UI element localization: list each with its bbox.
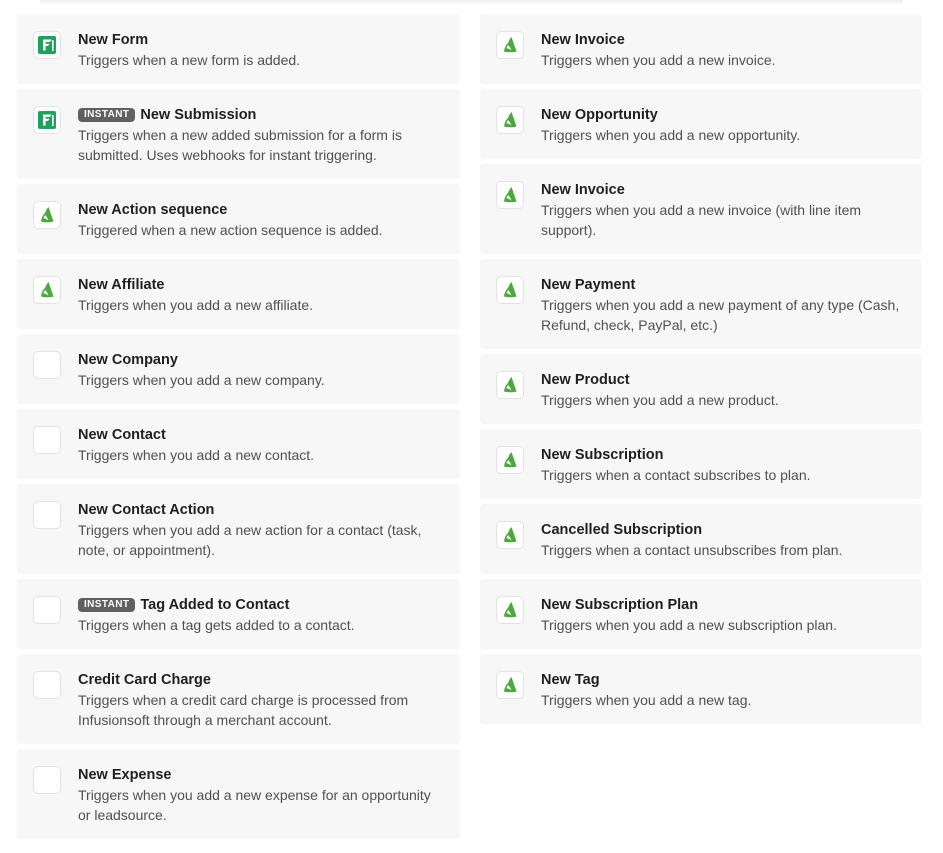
form-app-icon (33, 106, 61, 134)
trigger-title: New Action sequence (78, 202, 228, 218)
trigger-title: New Invoice (541, 32, 625, 48)
blank-app-icon (33, 426, 61, 454)
trigger-description: Triggers when you add a new company. (78, 372, 325, 388)
instant-badge: INSTANT (78, 598, 135, 612)
trigger-title-row (78, 595, 444, 615)
trigger-description: Triggers when you add a new payment of any type (Cash, Refund, check, PayPal, etc.) (541, 297, 900, 333)
keap-leaf-icon (496, 671, 524, 699)
trigger-title: New Expense (78, 767, 172, 783)
trigger-card[interactable] (17, 484, 460, 574)
trigger-card[interactable] (17, 334, 460, 404)
blank-app-icon (33, 501, 61, 529)
trigger-description: Triggers when a tag gets added to a contact. (78, 617, 355, 633)
trigger-description: Triggers when a contact unsubscribes from plan. (541, 542, 843, 558)
trigger-title-row (541, 275, 906, 295)
trigger-title: New Subscription (541, 447, 664, 463)
trigger-title: Tag Added to Contact (140, 597, 290, 613)
trigger-list-right (480, 14, 922, 729)
trigger-title: New Form (78, 32, 149, 48)
trigger-card[interactable] (480, 504, 922, 574)
instant-badge: INSTANT (78, 108, 135, 122)
keap-leaf-icon (496, 276, 524, 304)
trigger-title-row (541, 180, 906, 200)
trigger-title: New Submission (140, 107, 257, 123)
blank-app-icon (33, 596, 61, 624)
trigger-description: Triggers when you add a new expense for an opportunity or leadsource. (78, 787, 431, 823)
trigger-description: Triggers when you add a new affiliate. (78, 297, 314, 313)
form-app-icon (33, 31, 61, 59)
trigger-title: New Affiliate (78, 277, 165, 293)
trigger-card[interactable] (480, 654, 922, 724)
trigger-card[interactable] (17, 579, 460, 649)
trigger-card[interactable] (17, 749, 460, 839)
trigger-card[interactable] (17, 14, 460, 84)
trigger-card[interactable] (17, 89, 460, 179)
blank-app-icon (33, 766, 61, 794)
trigger-title: New Invoice (541, 182, 625, 198)
trigger-title: New Opportunity (541, 107, 658, 123)
trigger-title-row (78, 670, 444, 690)
trigger-title-row (78, 765, 444, 785)
trigger-title-row (78, 500, 444, 520)
trigger-description: Triggers when you add a new product. (541, 392, 779, 408)
trigger-title-row (541, 370, 906, 390)
blank-app-icon (33, 671, 61, 699)
trigger-title-row (541, 105, 906, 125)
keap-leaf-icon (33, 201, 61, 229)
trigger-title-row (541, 520, 906, 540)
keap-leaf-icon (496, 521, 524, 549)
trigger-title: New Contact Action (78, 502, 215, 518)
keap-leaf-icon (496, 181, 524, 209)
trigger-title-row (78, 105, 444, 125)
trigger-description: Triggers when you add a new subscription plan. (541, 617, 837, 633)
trigger-description: Triggers when you add a new action for a contact (task, note, or appointment). (78, 522, 422, 558)
trigger-title-row (78, 350, 444, 370)
trigger-title: New Tag (541, 672, 600, 688)
trigger-description: Triggers when a new added submission for a form is submitted. Uses webhooks for instant triggering. (78, 127, 402, 163)
blank-app-icon (33, 351, 61, 379)
trigger-card[interactable] (17, 259, 460, 329)
trigger-title-row (541, 670, 906, 690)
trigger-card[interactable] (17, 654, 460, 744)
trigger-title-row (78, 425, 444, 445)
trigger-card[interactable] (480, 14, 922, 84)
trigger-card[interactable] (480, 354, 922, 424)
trigger-title: Credit Card Charge (78, 672, 211, 688)
trigger-title-row (541, 595, 906, 615)
keap-leaf-icon (496, 31, 524, 59)
trigger-title: New Product (541, 372, 630, 388)
trigger-card[interactable] (480, 164, 922, 254)
trigger-title-row (541, 445, 906, 465)
trigger-description: Triggers when you add a new invoice (with line item support). (541, 202, 862, 238)
trigger-title-row (78, 30, 444, 50)
trigger-card[interactable] (480, 429, 922, 499)
trigger-description: Triggers when you add a new invoice. (541, 52, 776, 68)
trigger-description: Triggers when you add a new tag. (541, 692, 752, 708)
trigger-title: Cancelled Subscription (541, 522, 703, 538)
keap-leaf-icon (496, 446, 524, 474)
trigger-description: Triggers when a contact subscribes to plan. (541, 467, 811, 483)
trigger-title-row (78, 200, 444, 220)
trigger-title: New Company (78, 352, 178, 368)
trigger-title: New Contact (78, 427, 166, 443)
trigger-title-row (78, 275, 444, 295)
keap-leaf-icon (496, 596, 524, 624)
trigger-card[interactable] (480, 89, 922, 159)
trigger-title: New Subscription Plan (541, 597, 699, 613)
keap-leaf-icon (496, 371, 524, 399)
trigger-description: Triggers when you add a new opportunity. (541, 127, 801, 143)
trigger-description: Triggers when you add a new contact. (78, 447, 315, 463)
trigger-title: New Payment (541, 277, 636, 293)
trigger-description: Triggers when a credit card charge is processed from Infusionsoft through a merchant account. (78, 692, 409, 728)
trigger-list-left (17, 14, 460, 844)
trigger-description: Triggers when a new form is added. (78, 52, 301, 68)
trigger-title-row (541, 30, 906, 50)
keap-leaf-icon (33, 276, 61, 304)
keap-leaf-icon (496, 106, 524, 134)
trigger-card[interactable] (17, 184, 460, 254)
trigger-card[interactable] (480, 579, 922, 649)
top-shadow (40, 0, 903, 6)
trigger-card[interactable] (480, 259, 922, 349)
trigger-card[interactable] (17, 409, 460, 479)
trigger-description: Triggered when a new action sequence is added. (78, 222, 383, 238)
